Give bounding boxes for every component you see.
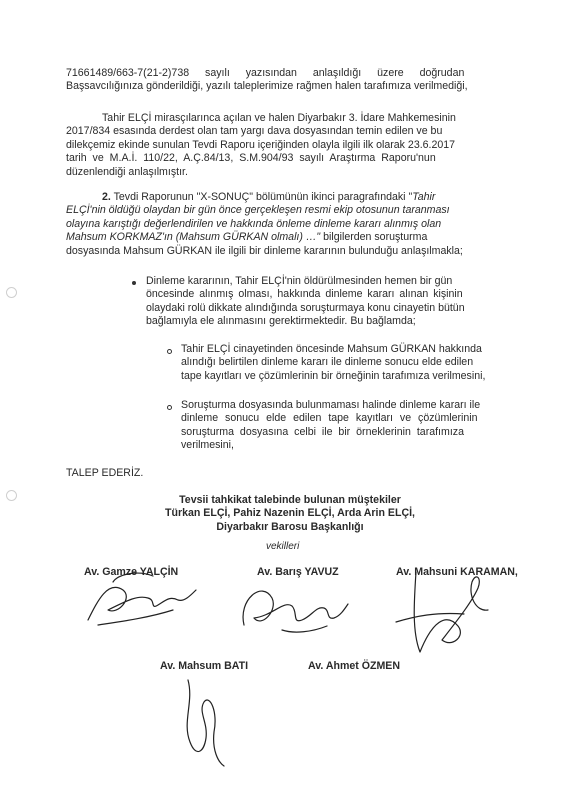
talep-ederiz: TALEP EDERİZ. <box>66 467 144 479</box>
sub-item-1 <box>181 343 526 383</box>
text-line: tape kayıtları ve çözümlerinin bir örneğinin tarafımıza verilmesini, <box>181 369 486 382</box>
paragraph-intro <box>66 67 524 94</box>
signature-baris-yavuz <box>232 570 352 640</box>
text-line: Başsavcılığınıza gönderildiği, yazılı taleplerimize rağmen halen tarafımıza verilmediği, <box>66 80 468 93</box>
bullet-icon <box>132 281 136 285</box>
text-line: dilekçemiz ekinde sunulan Tevdi Raporu içeriğinden olayla ilgili ilk olarak 23.6.2017 <box>66 138 456 151</box>
sub-item-2 <box>181 399 526 453</box>
text-line: tarih ve M.A.İ. 110/22, A.Ç.84/13, S.M.904/93 sayılı Araştırma Raporu'nun <box>66 152 436 165</box>
text-line: dosyasında Mahsum GÜRKAN ile ilgili bir dinleme kararının bulunduğu anlaşılmakla; <box>66 244 463 257</box>
text-line: olaydaki rolü dikkate alındığında soruşturmaya konu cinayetin bütün <box>146 301 465 314</box>
bullet-item <box>146 275 526 329</box>
text-line: 2. Tevdi Raporunun "X-SONUÇ" bölümünün ikinci paragrafındaki "Tahir <box>102 191 436 203</box>
scan-mark <box>6 287 17 298</box>
paragraph-tevdi-raporu <box>66 112 524 179</box>
paragraph-number: 2. <box>102 191 111 203</box>
quoted-text: olayına karıştığı değerlendirilen ve hakkında önleme dinleme kararı alınmış olan <box>66 217 442 230</box>
quoted-text: Mahsum KORKMAZ'ın (Mahsum GÜRKAN olmalı) …" <box>66 231 321 244</box>
circle-bullet-icon <box>167 405 172 410</box>
text-line: dinleme sonucu elde edilen tape kayıtları ve çözümlerinin <box>181 412 478 425</box>
text-line: bağlamıyla ele alınmasını gerektirmektedir. Bu bağlamda; <box>146 315 416 328</box>
signatories-line: Tevsii tahkikat talebinde bulunan müştekiler <box>179 494 401 506</box>
lawyer-name: Av. Barış YAVUZ <box>257 566 339 578</box>
circle-bullet-icon <box>167 349 172 354</box>
scan-mark <box>6 490 17 501</box>
text-line: Soruşturma dosyasında bulunmaması halinde dinleme kararı ile <box>181 399 481 411</box>
lawyer-name: Av. Mahsum BATI <box>160 660 249 672</box>
lawyer-name: Av. Ahmet ÖZMEN <box>308 660 401 672</box>
paragraph-x-sonuc <box>66 191 528 258</box>
vekilleri-label: vekilleri <box>266 541 300 552</box>
text-line: Tahir ELÇİ cinayetinden öncesinde Mahsum GÜRKAN hakkında <box>181 343 482 355</box>
signature-mahsum-bati <box>168 672 238 772</box>
lawyer-name: Av. Mahsuni KARAMAN, <box>396 566 518 578</box>
quoted-text: ELÇİ'nin öldüğü olaydan bir gün önce gerçekleşen resmi ekip otosunun taranması <box>66 204 450 217</box>
text-line: 2017/834 esasında derdest olan tam yargı dava dosyasından temin edilen ve bu <box>66 125 443 138</box>
text-line: verilmesini, <box>181 439 234 452</box>
signatories-line: Diyarbakır Barosu Başkanlığı <box>216 520 364 533</box>
signature-mahsuni-karaman <box>376 552 506 662</box>
text-line: düzenlendiği anlaşılmıştır. <box>66 165 188 178</box>
signature-gamze-yalcin <box>78 560 208 640</box>
signatories-block <box>140 494 440 534</box>
lawyer-name: Av. Gamze YALÇİN <box>84 566 179 578</box>
text-line: soruşturma dosyasına celbi ile bir örneklerinin tarafımıza <box>181 425 464 438</box>
text-line: Dinleme kararının, Tahir ELÇİ'nin öldürülmesinden hemen bir gün <box>146 275 453 287</box>
text-line: öncesinde alınmış olması, hakkında dinleme kararı alınan kişinin <box>146 288 463 301</box>
text-line: 71661489/663-7(21-2)738 sayılı yazısından anlaşıldığı üzere doğrudan <box>66 67 465 79</box>
text-line: alındığı belirtilen dinleme kararı ile dinleme sonucu elde edilen <box>181 356 474 369</box>
text-line: Mahsum KORKMAZ'ın (Mahsum GÜRKAN olmalı) …" bilgilerden soruşturma <box>66 231 428 244</box>
quoted-text: Tahir <box>412 191 436 203</box>
signatories-line: Türkan ELÇİ, Pahiz Nazenin ELÇİ, Arda Arin ELÇİ, <box>165 507 415 520</box>
text-line: Tahir ELÇİ mirasçılarınca açılan ve halen Diyarbakır 3. İdare Mahkemesinin <box>102 112 456 124</box>
